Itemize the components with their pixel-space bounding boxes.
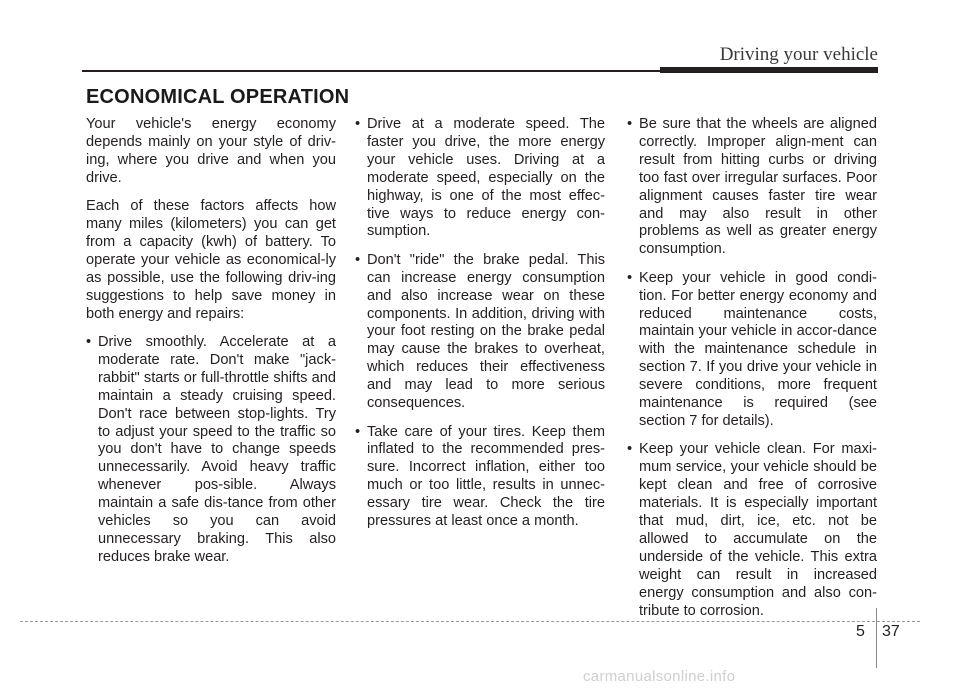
tip-item: • Keep your vehicle clean. For maxi-mum service, your vehicle should be kept clean and free of corrosive materials. It is especially important that mud, dirt, ice, etc. not be allowed to accumulate on the underside of the vehicle. This extra weight can result in increased energy consumption and also con-tribute to corrosion. [627,441,877,620]
tip-list [86,334,336,567]
page-number: 37 [882,623,900,640]
tip-item: • Don't "ride" the brake pedal. This can increase energy consumption and also increase wear on these components. In addition, driving with your foot resting on the brake pedal may cause the brakes to overheat, which reduces their effectiveness and may lead to more serious consequences. [355,252,605,413]
text-column-2 [355,116,605,541]
tip-item: • Keep your vehicle in good condi-tion. For better energy economy and reduced maintenance costs, maintain your vehicle in accor-dance with the maintenance schedule in section 7. If you drive your vehicle in severe conditions, more frequent maintenance is required (see section 7 for details). [627,270,877,431]
tip-list [627,116,877,620]
header-rule-accent [660,67,878,73]
watermark: carmanualsonline.info [583,668,736,685]
tip-list [355,116,605,531]
page-number-divider [876,608,877,668]
section-heading: ECONOMICAL OPERATION [86,86,350,108]
paragraph: Each of these factors affects how many miles (kilometers) you can get from a capacity (kwh) of battery. To operate your vehicle as economical-ly as possible, use the following driv-ing suggestions to help save money in both energy and repairs: [86,198,336,322]
tip-item: • Drive at a moderate speed. The faster you drive, the more energy your vehicle uses. Driving at a moderate speed, especially on the highway, is one of the most effec-tive ways to reduce energy con-sumption. [355,116,605,241]
running-header-title: Driving your vehicle [719,44,878,65]
tip-item: • Be sure that the wheels are aligned correctly. Improper align-ment can result from hitting curbs or driving too fast over irregular surfaces. Poor alignment causes faster tire wear and may also result in other problems as well as greater energy consumption. [627,116,877,259]
text-column-3 [627,116,877,631]
text-column-1 [86,116,336,577]
chapter-number: 5 [856,623,865,640]
paragraph: Your vehicle's energy economy depends mainly on your style of driv-ing, where you drive and when you drive. [86,116,336,186]
tip-item: • Drive smoothly. Accelerate at a moderate rate. Don't make "jack-rabbit" starts or full-throttle shifts and maintain a steady cruising speed. Don't race between stop-lights. Try to adjust your speed to the traffic so you don't have to change speeds unnecessarily. Avoid heavy traffic whenever pos-sible. Always maintain a safe dis-tance from other vehicles so you can avoid unnecessary braking. This also reduces brake wear. [86,334,336,567]
tip-item: • Take care of your tires. Keep them inflated to the recommended pres-sure. Incorrect inflation, either too much or too little, results in unnec-essary tire wear. Check the tire pressures at least once a month. [355,424,605,531]
footer-rule [20,621,920,622]
